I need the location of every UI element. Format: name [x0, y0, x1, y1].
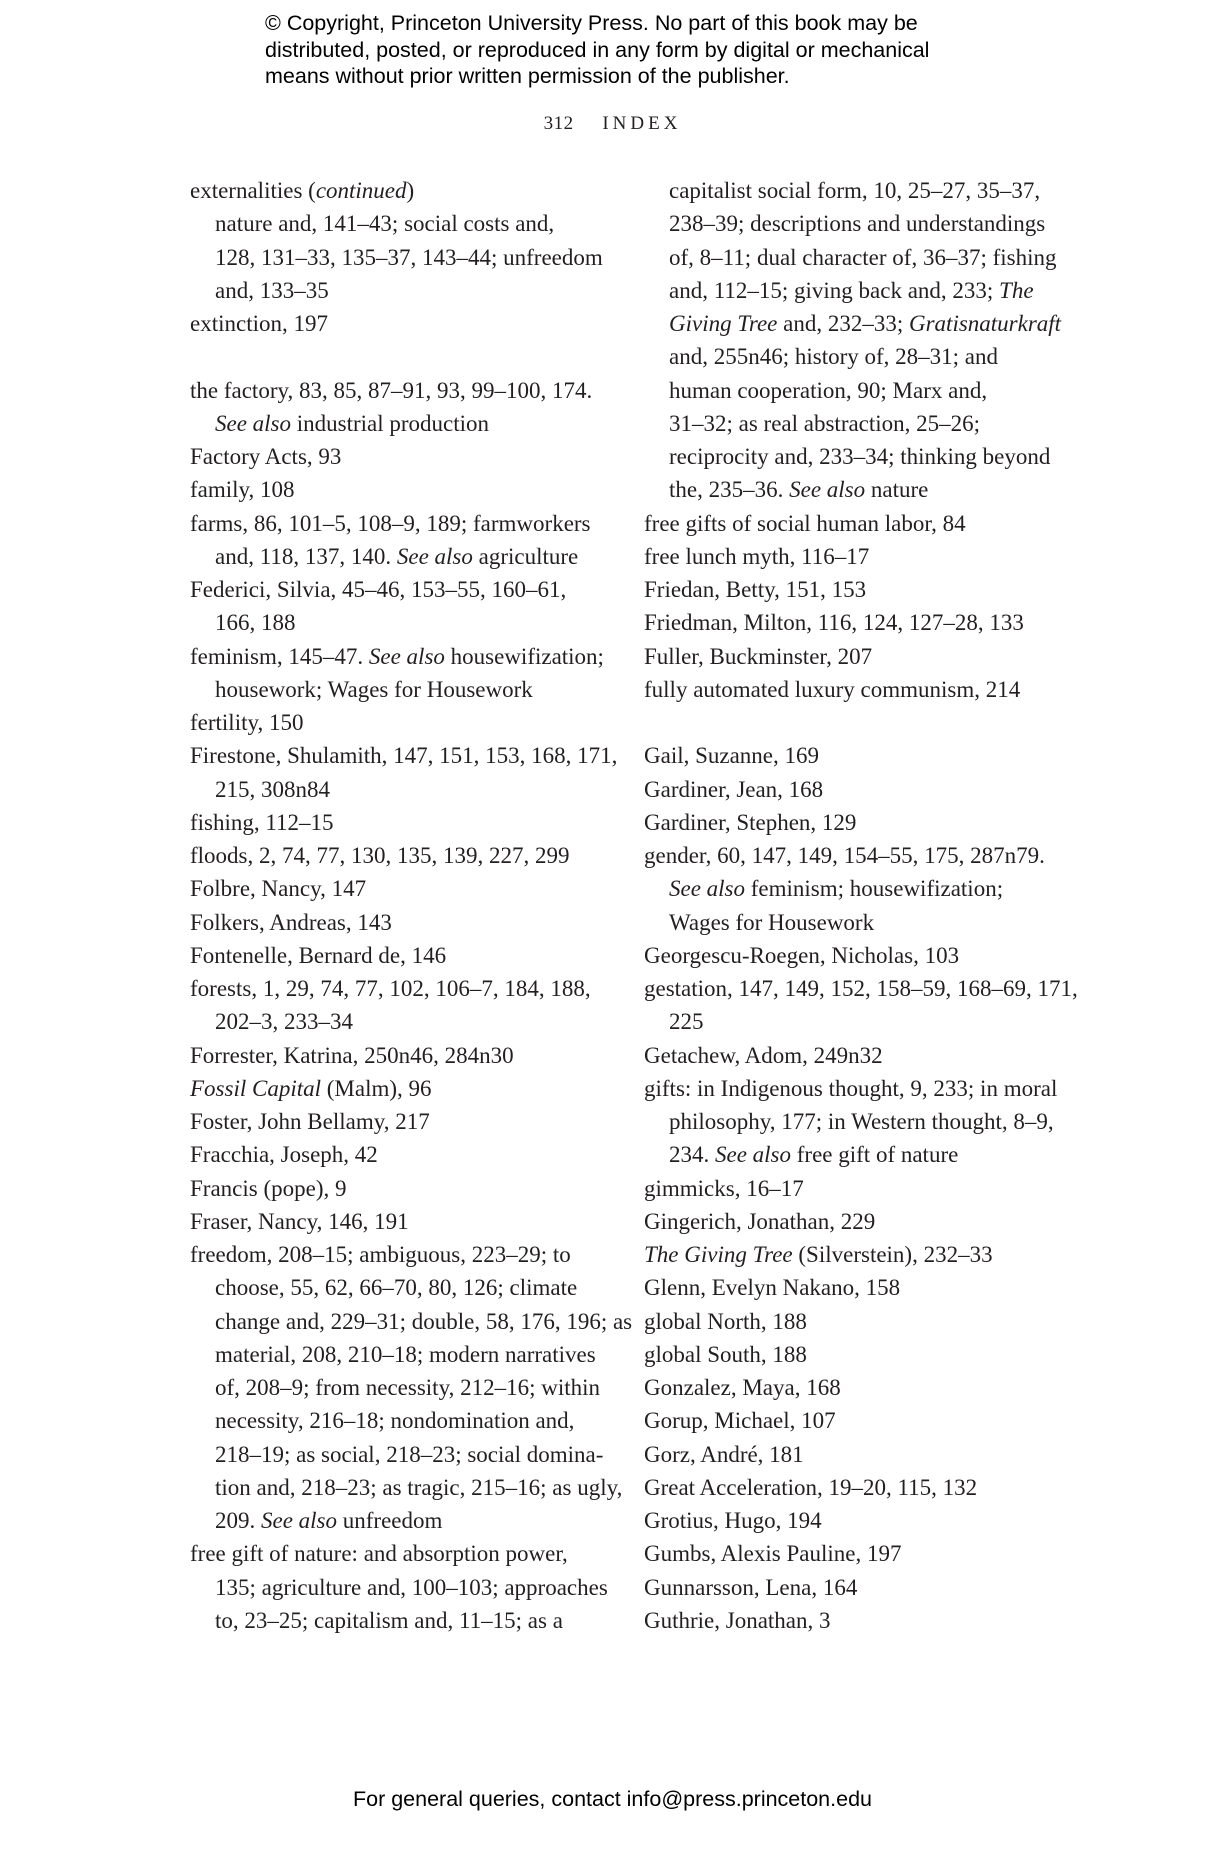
index-line — [190, 739, 618, 772]
index-line — [190, 906, 610, 939]
index-line — [644, 806, 1084, 839]
index-line — [644, 640, 1084, 673]
index-text: forests, 1, 29, 74, 77, 102, 106–7, 184, 188, — [190, 976, 591, 1001]
index-line — [190, 540, 610, 573]
page-number: 312 — [543, 113, 574, 134]
index-text: fully automated luxury communism, 214 — [644, 676, 1021, 702]
index-italic-text: The — [999, 277, 1034, 303]
index-line — [190, 1005, 610, 1038]
index-text: 209. — [215, 1508, 261, 1533]
index-line — [644, 407, 1084, 440]
index-text: 128, 131–33, 135–37, 143–44; unfreedom — [215, 244, 603, 270]
index-line — [644, 207, 1084, 240]
index-text: nature and, 141–43; social costs and, — [215, 211, 555, 237]
index-text: Folbre, Nancy, 147 — [190, 876, 367, 902]
footer-contact: For general queries, contact info@press.princeton.edu — [352, 1787, 872, 1811]
running-head — [0, 113, 1225, 135]
index-line — [190, 972, 610, 1005]
index-line — [644, 507, 1084, 540]
index-text: 218–19; as social, 218–23; social domina- — [215, 1441, 604, 1467]
index-line — [190, 1571, 610, 1604]
index-line — [644, 1404, 1084, 1437]
index-line — [644, 1005, 1084, 1038]
index-line — [190, 1105, 610, 1138]
index-line — [644, 1105, 1084, 1138]
index-line — [644, 1537, 1084, 1570]
copyright-notice — [265, 10, 1025, 90]
index-text: fishing, 112–15 — [190, 809, 334, 835]
index-text: 238–39; descriptions and understandings — [669, 211, 1046, 237]
copyright-line: distributed, posted, or reproduced in any form by digital or mechanical — [265, 37, 930, 62]
index-line — [190, 806, 610, 839]
index-line — [190, 274, 610, 307]
index-line — [190, 606, 610, 639]
index-column-left — [190, 174, 633, 1637]
index-text: Guthrie, Jonathan, 3 — [644, 1607, 831, 1633]
index-text: agriculture — [472, 543, 579, 569]
index-text: global South, 188 — [644, 1341, 807, 1367]
index-line — [190, 507, 610, 540]
index-line — [190, 1271, 610, 1304]
index-text: nature — [865, 477, 929, 503]
index-text: Gorup, Michael, 107 — [644, 1408, 836, 1434]
index-text: housewifization; — [444, 643, 604, 669]
index-line — [190, 307, 610, 340]
index-text: tion and, 218–23; as tragic, 215–16; as ugly, — [215, 1474, 623, 1500]
index-text: the, 235–36. — [669, 477, 790, 503]
index-line — [190, 573, 610, 606]
index-text: 234. — [669, 1142, 715, 1168]
index-text: Gumbs, Alexis Pauline, 197 — [644, 1541, 902, 1567]
index-line — [644, 1338, 1084, 1371]
index-text: Gunnarsson, Lena, 164 — [644, 1574, 858, 1600]
index-line — [644, 872, 1084, 905]
index-text: extinction, 197 — [190, 311, 328, 336]
index-text: Grotius, Hugo, 194 — [644, 1508, 822, 1533]
index-text: feminism, 145–47. — [190, 643, 369, 669]
index-italic-text: See also — [789, 477, 866, 503]
index-text: necessity, 216–18; nondomination and, — [215, 1408, 575, 1434]
index-line — [644, 1604, 1084, 1637]
index-text: Federici, Silvia, 45–46, 153–55, 160–61, — [190, 577, 567, 602]
index-line — [190, 407, 610, 440]
index-text: housework; Wages for Housework — [215, 676, 533, 702]
index-text: 215, 308n84 — [215, 776, 330, 802]
index-italic-text: continued — [315, 178, 407, 203]
index-text: and, 255n46; history of, 28–31; and — [669, 344, 998, 370]
index-italic-text: Gratisnaturkraft — [909, 311, 1062, 336]
index-line — [190, 1438, 610, 1471]
index-text: gimmicks, 16–17 — [644, 1175, 804, 1201]
index-column-right — [644, 174, 1084, 1637]
index-text: gender, 60, 147, 149, 154–55, 175, 287n79. — [644, 843, 1045, 868]
index-text: choose, 55, 62, 66–70, 80, 126; climate — [215, 1275, 578, 1301]
index-text: of, 8–11; dual character of, 36–37; fishing — [669, 244, 1057, 270]
index-italic-text: See also — [215, 410, 292, 436]
index-line — [644, 1072, 1084, 1105]
index-text: Wages for Housework — [669, 909, 875, 935]
index-italic-text: The Giving Tree — [644, 1242, 793, 1267]
index-line — [190, 1537, 610, 1570]
index-text: 135; agriculture and, 100–103; approaches — [215, 1574, 608, 1600]
index-line — [190, 706, 610, 739]
index-line — [190, 673, 610, 706]
index-line — [644, 473, 1084, 506]
index-line — [190, 1039, 610, 1072]
index-line — [190, 1205, 610, 1238]
index-line — [190, 1338, 610, 1371]
index-text: Fuller, Buckminster, 207 — [644, 643, 873, 669]
index-text: Factory Acts, 93 — [190, 444, 342, 469]
index-text: Friedan, Betty, 151, 153 — [644, 577, 867, 602]
index-line — [644, 1238, 1084, 1271]
index-line — [644, 1138, 1084, 1171]
index-italic-text: See also — [396, 543, 473, 569]
index-italic-text: See also — [368, 643, 445, 669]
index-line — [190, 1404, 610, 1437]
index-text: philosophy, 177; in Western thought, 8–9, — [669, 1109, 1054, 1134]
index-line — [644, 1571, 1084, 1604]
index-line — [190, 1238, 610, 1271]
index-line — [644, 1438, 1084, 1471]
index-text: Fraser, Nancy, 146, 191 — [190, 1208, 409, 1234]
index-text: of, 208–9; from necessity, 212–16; within — [215, 1375, 600, 1400]
index-text: 202–3, 233–34 — [215, 1009, 353, 1035]
index-text: gestation, 147, 149, 152, 158–59, 168–69, 171, — [644, 976, 1078, 1001]
index-line — [190, 1172, 610, 1205]
index-line — [644, 839, 1084, 872]
index-text: material, 208, 210–18; modern narratives — [215, 1341, 596, 1367]
index-text: the factory, 83, 85, 87–91, 93, 99–100, 174. — [190, 377, 593, 403]
index-line — [190, 1305, 633, 1338]
index-text: capitalist social form, 10, 25–27, 35–37, — [669, 178, 1041, 203]
index-text: (Malm), 96 — [321, 1075, 432, 1101]
index-line — [644, 1039, 1084, 1072]
index-line — [644, 274, 1084, 307]
index-text: Folkers, Andreas, 143 — [190, 909, 392, 935]
index-text: free lunch myth, 116–17 — [644, 543, 870, 569]
index-line — [644, 1205, 1084, 1238]
index-line — [190, 1504, 610, 1537]
index-line — [644, 1471, 1084, 1504]
index-line — [190, 174, 610, 207]
index-text: and, 232–33; — [777, 311, 909, 336]
index-text: Gardiner, Jean, 168 — [644, 776, 824, 802]
index-line — [644, 540, 1084, 573]
index-text: 225 — [669, 1009, 704, 1035]
index-text: Fracchia, Joseph, 42 — [190, 1142, 378, 1168]
index-line — [644, 1504, 1084, 1537]
index-line — [190, 773, 610, 806]
index-line — [190, 241, 610, 274]
index-line — [644, 906, 1084, 939]
index-text: Forrester, Katrina, 250n46, 284n30 — [190, 1042, 514, 1068]
index-line — [644, 573, 1084, 606]
index-line — [190, 1371, 610, 1404]
index-text: 31–32; as real abstraction, 25–26; — [669, 410, 981, 436]
index-text: industrial production — [291, 410, 490, 436]
index-text: Gorz, André, 181 — [644, 1441, 804, 1467]
index-text: to, 23–25; capitalism and, 11–15; as a — [215, 1607, 563, 1633]
index-line — [190, 872, 610, 905]
index-text: unfreedom — [337, 1508, 443, 1533]
index-line — [190, 1138, 610, 1171]
index-line — [190, 374, 610, 407]
index-line — [190, 440, 610, 473]
index-text: Great Acceleration, 19–20, 115, 132 — [644, 1474, 978, 1500]
index-line — [644, 739, 1084, 772]
index-text: and, 133–35 — [215, 277, 329, 303]
index-text: fertility, 150 — [190, 710, 304, 735]
index-line — [190, 839, 610, 872]
index-line — [644, 1305, 1084, 1338]
index-text: Georgescu-Roegen, Nicholas, 103 — [644, 942, 960, 968]
index-line — [644, 340, 1084, 373]
index-line — [644, 673, 1084, 706]
copyright-line: © Copyright, Princeton University Press. No part of this book may be — [265, 11, 918, 35]
index-line — [644, 174, 1084, 207]
index-text: floods, 2, 74, 77, 130, 135, 139, 227, 299 — [190, 843, 570, 868]
index-line — [190, 939, 610, 972]
index-line — [190, 1471, 623, 1504]
index-italic-text: Fossil Capital — [190, 1075, 321, 1101]
index-line — [644, 241, 1084, 274]
index-text: farms, 86, 101–5, 108–9, 189; farmworkers — [190, 510, 591, 536]
index-text: Francis (pope), 9 — [190, 1175, 347, 1201]
index-line — [644, 1271, 1084, 1304]
index-text: gifts: in Indigenous thought, 9, 233; in moral — [644, 1075, 1058, 1101]
index-text: Gardiner, Stephen, 129 — [644, 809, 857, 835]
index-text: Glenn, Evelyn Nakano, 158 — [644, 1275, 901, 1301]
index-text: Getachew, Adom, 249n32 — [644, 1042, 883, 1068]
index-text: Fontenelle, Bernard de, 146 — [190, 942, 447, 968]
index-line — [644, 972, 1084, 1005]
index-line — [644, 1371, 1084, 1404]
index-text: free gift of nature: and absorption power, — [190, 1541, 568, 1567]
index-text: ) — [406, 178, 415, 203]
index-text: global North, 188 — [644, 1308, 807, 1334]
index-line — [190, 207, 610, 240]
index-text: Foster, John Bellamy, 217 — [190, 1109, 430, 1134]
copyright-line: means without prior written permission of the publisher. — [265, 64, 790, 88]
index-text: freedom, 208–15; ambiguous, 223–29; to — [190, 1242, 571, 1267]
index-text: reciprocity and, 233–34; thinking beyond — [669, 444, 1051, 469]
index-text: (Silverstein), 232–33 — [792, 1242, 993, 1267]
index-text: Gingerich, Jonathan, 229 — [644, 1208, 876, 1234]
index-text: Gail, Suzanne, 169 — [644, 743, 820, 769]
index-line — [644, 1172, 1084, 1205]
index-text: externalities ( — [190, 178, 316, 203]
index-line — [190, 1604, 610, 1637]
index-line — [190, 640, 610, 673]
index-line — [644, 939, 1084, 972]
index-text: 166, 188 — [215, 610, 296, 636]
index-text: Friedman, Milton, 116, 124, 127–28, 133 — [644, 610, 1024, 636]
index-line — [644, 307, 1084, 340]
index-spacer — [190, 340, 610, 373]
index-italic-text: See also — [261, 1508, 338, 1533]
index-line — [190, 1072, 610, 1105]
index-line — [644, 440, 1084, 473]
index-text: human cooperation, 90; Marx and, — [669, 377, 988, 403]
section-title: INDEX — [602, 113, 682, 134]
index-text: free gift of nature — [791, 1142, 959, 1168]
index-line — [644, 374, 1084, 407]
index-line — [644, 773, 1084, 806]
index-line — [644, 606, 1084, 639]
index-italic-text: See also — [715, 1142, 792, 1168]
index-text: change and, 229–31; double, 58, 176, 196; as — [215, 1308, 633, 1334]
index-text: family, 108 — [190, 477, 295, 503]
index-text: Gonzalez, Maya, 168 — [644, 1375, 841, 1400]
index-italic-text: Giving Tree — [669, 311, 778, 336]
index-text: Firestone, Shulamith, 147, 151, 153, 168, 171, — [190, 743, 618, 769]
index-line — [190, 473, 610, 506]
index-text: feminism; housewifization; — [745, 876, 1004, 902]
index-text: free gifts of social human labor, 84 — [644, 510, 966, 536]
index-italic-text: See also — [669, 876, 746, 902]
index-text: and, 118, 137, 140. — [215, 543, 397, 569]
index-spacer — [644, 706, 1084, 739]
index-text: and, 112–15; giving back and, 233; — [669, 277, 1000, 303]
